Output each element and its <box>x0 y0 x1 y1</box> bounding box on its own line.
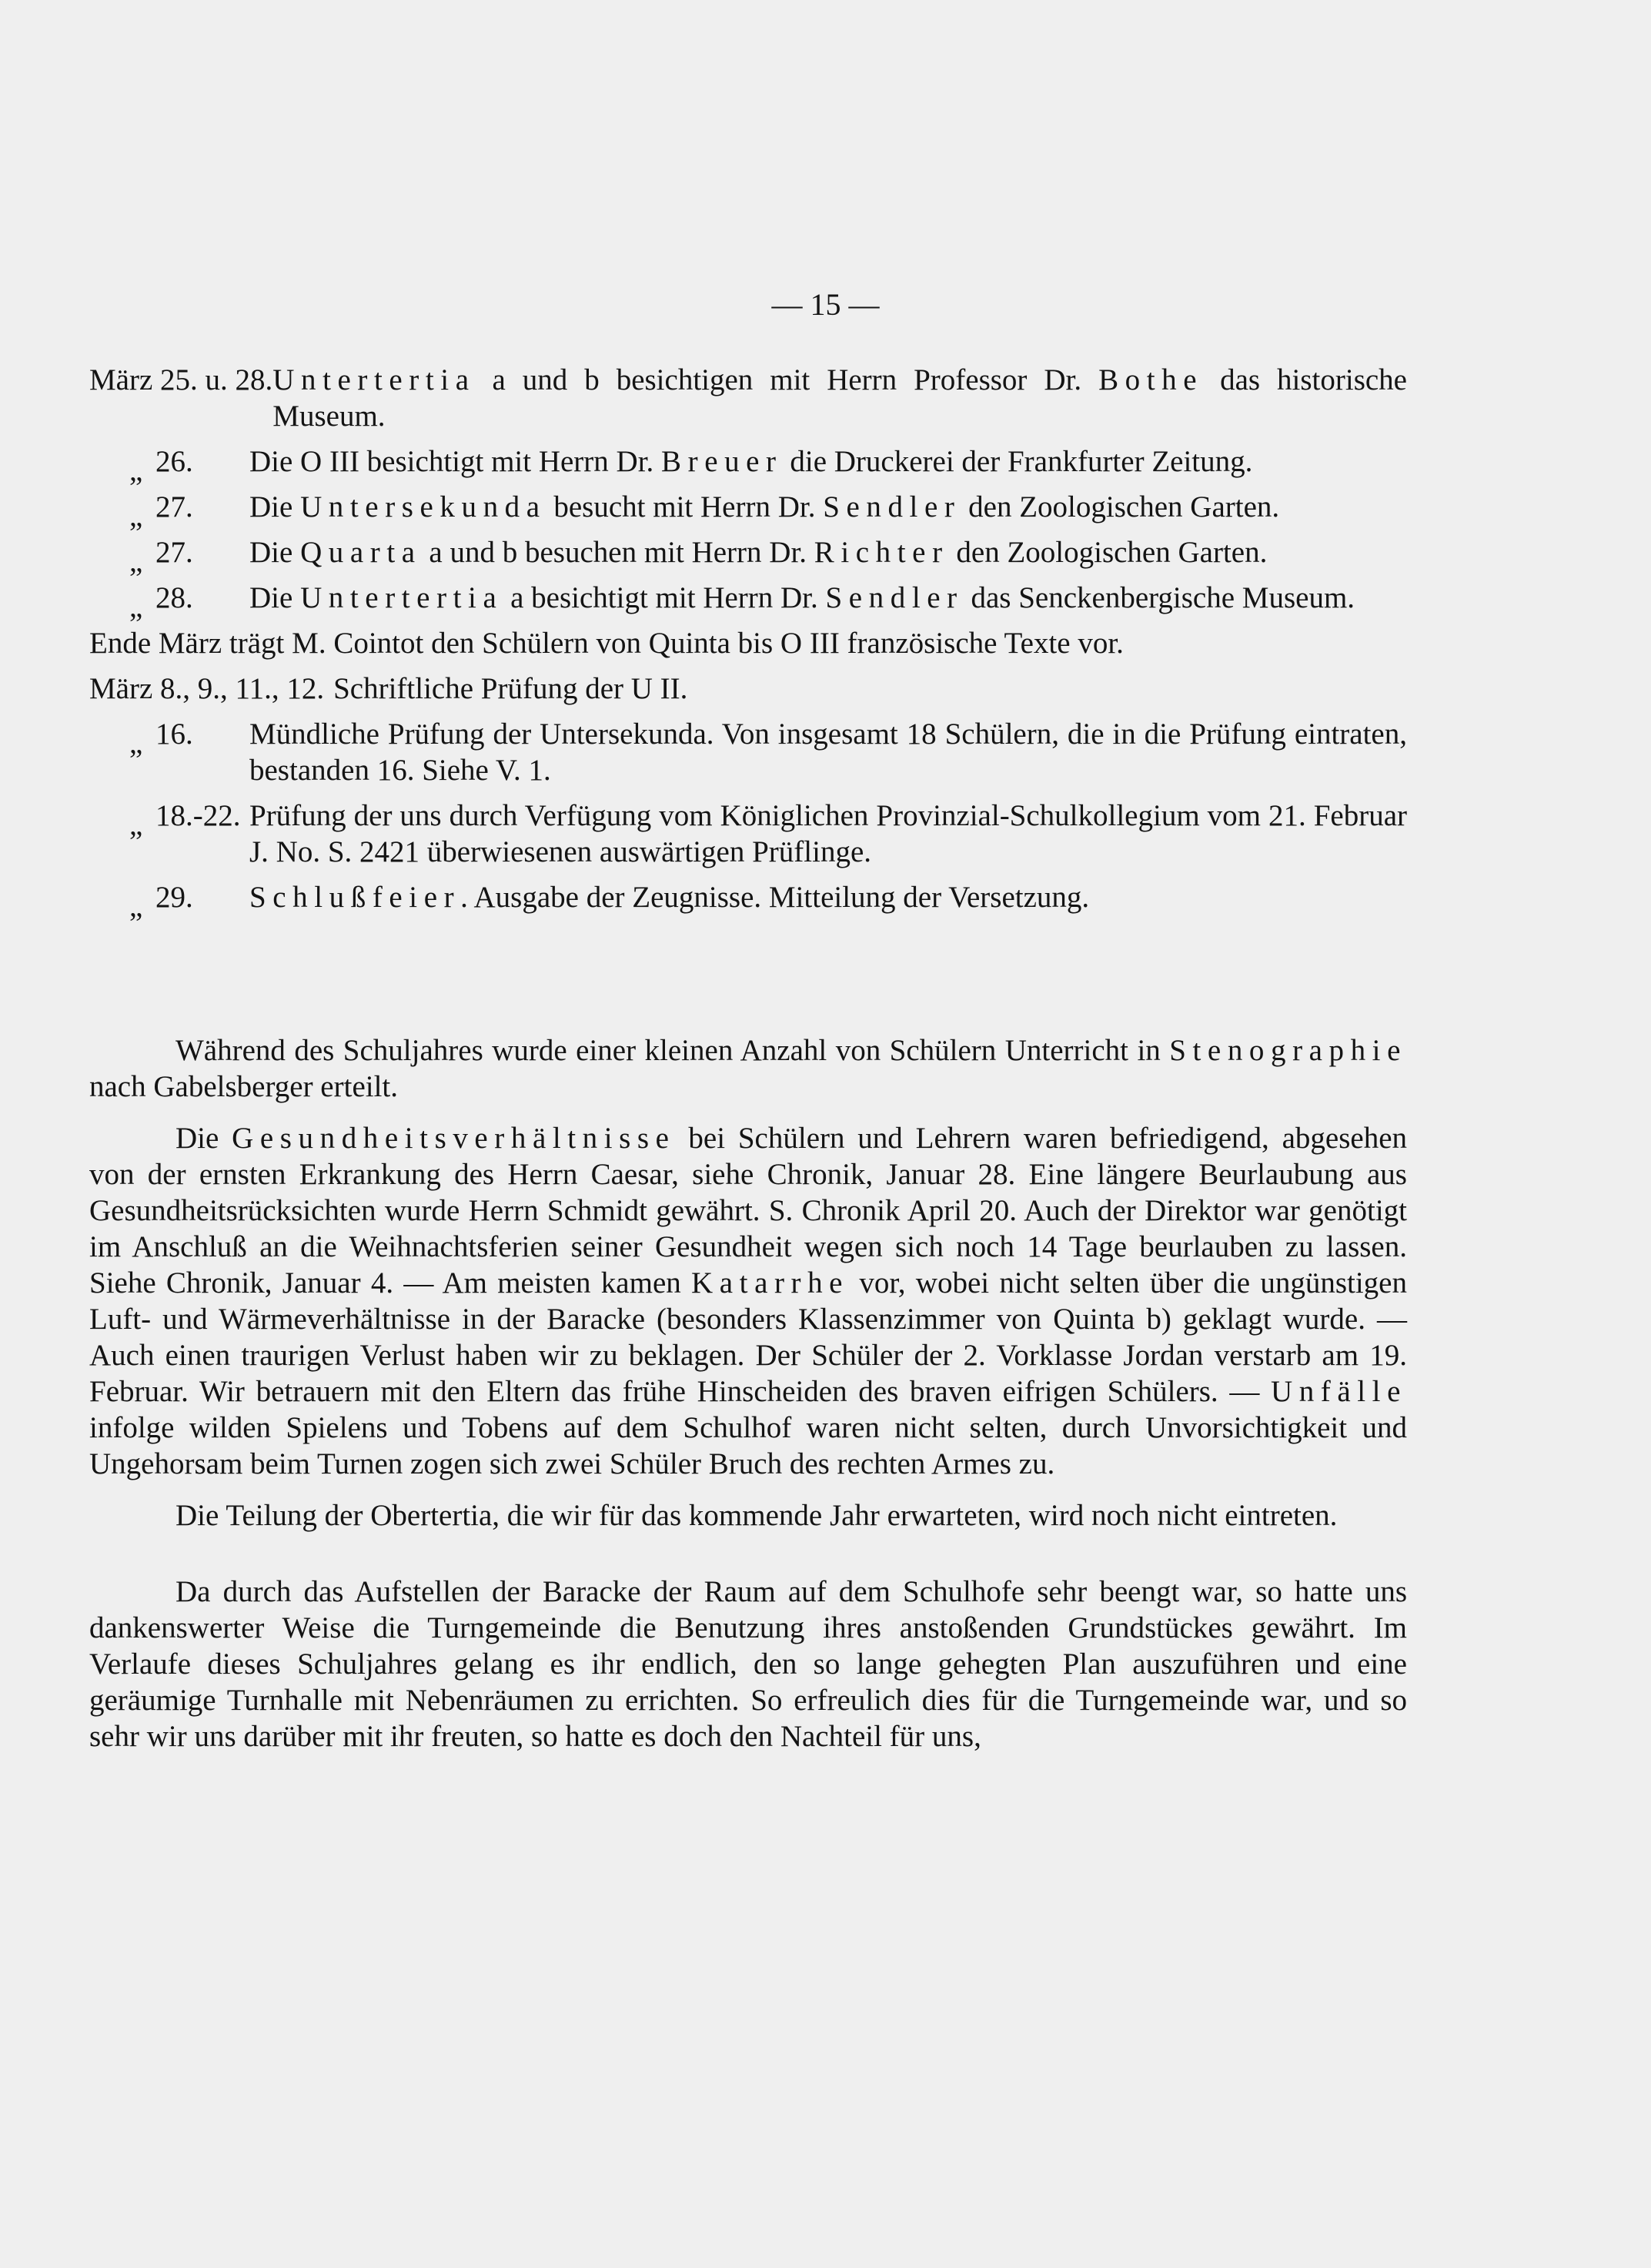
text-run: . Ausgabe der Zeugnisse. Mitteilung der Versetzung. <box>460 881 1090 914</box>
ditto-mark: „ <box>129 727 143 760</box>
spaced-term: Untertertia <box>300 581 503 614</box>
chronicle-entry <box>89 534 1407 578</box>
entry-date <box>89 716 249 788</box>
text-run: Mündliche Prüfung der Untersekunda. Von insgesamt 18 Schülern, die in die Prüfung eintraten, bestanden 16. Siehe V. 1. <box>249 718 1407 787</box>
text-run: a und b besichtigen mit Herrn Professor Dr. <box>475 363 1099 396</box>
ditto-mark: „ <box>129 890 143 923</box>
entry-day: 28. <box>155 581 193 614</box>
text-run: besucht mit Herrn Dr. <box>546 490 824 524</box>
text-run: nach Gabelsberger erteilt. <box>89 1070 399 1103</box>
entry-day: 26. <box>155 445 193 478</box>
entry-day: März 25. u. 28. <box>89 363 273 396</box>
spaced-term: Richter <box>814 536 949 569</box>
spaced-term: Stenographie <box>1169 1034 1407 1067</box>
chronicle-list-2 <box>89 716 1407 923</box>
entry-date <box>89 489 249 533</box>
text-run: den Zoologischen Garten. <box>961 490 1280 524</box>
entry-text <box>249 798 1407 870</box>
entry-date <box>89 798 249 870</box>
entry-text <box>249 879 1407 915</box>
entry-day: 29. <box>155 881 193 914</box>
ditto-mark: „ <box>129 454 143 487</box>
paragraph <box>89 1574 1407 1755</box>
chronicle-entry <box>89 716 1407 788</box>
chronicle-entry <box>89 798 1407 870</box>
paragraph <box>89 1497 1407 1534</box>
ditto-mark: „ <box>129 545 143 578</box>
text-run: Die Teilung der Obertertia, die wir für das kommende Jahr erwarteten, wird noch nicht eintreten. <box>175 1499 1338 1532</box>
text-run: Während des Schuljahres wurde einer kleinen Anzahl von Schülern Unterricht in <box>175 1034 1170 1067</box>
chronicle-entry <box>89 443 1407 487</box>
text-run: Die <box>249 581 301 614</box>
spaced-term: Untertertia <box>272 363 476 396</box>
entry-day: 16. <box>155 718 193 751</box>
text-run: Die O III besichtigt mit Herrn Dr. <box>249 445 662 478</box>
entry-day: 27. <box>155 536 193 569</box>
entry-date <box>89 879 249 923</box>
text-run: den Zoologischen Garten. <box>948 536 1268 569</box>
entry-date <box>89 534 249 578</box>
chronicle-entry <box>89 362 1407 434</box>
chronicle-entry <box>89 489 1407 533</box>
text-run: vor, wobei nicht selten über die ungünstigen Luft- und Wärmeverhältnisse in der Baracke (besonders Klassenzimmer von Quinta b) geklagt wurde. — Auch einen traurigen Verlust haben wir zu beklagen. Der Schüler der 2. Vorklasse Jordan verstarb am 19. Februar. Wir betrauern mit den Eltern das frühe Hinscheiden des braven eifrigen Schülers. — <box>89 1266 1407 1408</box>
text-run: Die <box>175 1122 232 1155</box>
spaced-term: Untersekunda <box>300 490 546 524</box>
text-run: Die <box>249 536 301 569</box>
ditto-mark: „ <box>129 808 143 841</box>
text-run: das Senckenbergische Museum. <box>963 581 1355 614</box>
spaced-term: Katarrhe <box>691 1266 850 1300</box>
chronicle-list <box>89 362 1407 624</box>
chronicle-entry <box>89 580 1407 624</box>
text-run: a besichtigt mit Herrn Dr. <box>503 581 826 614</box>
maerz-entry <box>89 671 1407 707</box>
text-run: Die <box>249 490 301 524</box>
page-number: — 15 — <box>771 287 880 322</box>
spaced-term: Breuer <box>661 445 783 478</box>
entry-text <box>249 443 1407 480</box>
spaced-term: Bothe <box>1098 363 1204 396</box>
spaced-term: Gesundheitsverhältnisse <box>232 1122 676 1155</box>
spaced-term: Schlußfeier <box>249 881 461 914</box>
entry-date: März 8., 9., 11., 12. <box>89 672 325 705</box>
spaced-term: Sendler <box>823 490 961 524</box>
ditto-mark: „ <box>129 590 143 624</box>
entry-text <box>249 489 1407 525</box>
spaced-term: Unfälle <box>1270 1375 1407 1408</box>
ditto-mark: „ <box>129 500 143 533</box>
text-run: a und b besuchen mit Herrn Dr. <box>421 536 814 569</box>
chronicle-entry <box>89 879 1407 923</box>
text-run: Da durch das Aufstellen der Baracke der Raum auf dem Schulhofe sehr beengt war, so hatte uns dankenswerter Weise die Turngemeinde die Benutzung ihres anstoßenden Grundstückes gewährt. Im Verlaufe dieses Schuljahres gelang es ihr endlich, den so lange gehegten Plan auszuführen und eine geräumige Turnhalle mit Nebenräumen zu errichten. So erfreulich dies für die Turngemeinde war, und so sehr wir uns darüber mit ihr freuten, so hatte es doch den Nachteil für uns, <box>89 1575 1407 1753</box>
text-run: das historische Museum. <box>272 363 1407 433</box>
text-run: die Druckerei der Frankfurter Zeitung. <box>782 445 1253 478</box>
entry-text <box>249 534 1407 570</box>
paragraph <box>89 1120 1407 1482</box>
entry-date <box>89 443 249 487</box>
text-run: infolge wilden Spielens und Tobens auf dem Schulhof waren nicht selten, durch Unvorsichtigkeit und Ungehorsam beim Turnen zogen sich zwei Schüler Bruch des rechten Armes zu. <box>89 1411 1407 1480</box>
entry-text <box>249 716 1407 788</box>
spaced-term: Quarta <box>300 536 422 569</box>
page-body <box>89 362 1407 1770</box>
ende-maerz-entry: Ende März trägt M. Cointot den Schülern von Quinta bis O III französische Texte vor. <box>89 627 1124 660</box>
body-paragraphs <box>89 1032 1407 1755</box>
paragraph <box>89 1032 1407 1105</box>
text-run: Prüfung der uns durch Verfügung vom Königlichen Provinzial-Schulkollegium vom 21. Februar J. No. S. 2421 überwiesenen auswärtigen Prüflinge. <box>249 799 1407 868</box>
entry-date <box>89 580 249 624</box>
entry-day: 27. <box>155 490 193 524</box>
entry-text <box>272 362 1407 434</box>
entry-text: Schriftliche Prüfung der U II. <box>333 672 688 705</box>
spaced-term: Sendler <box>825 581 964 614</box>
entry-date <box>89 362 272 434</box>
entry-day: 18.-22. <box>155 799 241 832</box>
text-run: bei Schülern und Lehrern waren befriedigend, abgesehen von der ernsten Erkrankung des Herrn Caesar, siehe Chronik, Januar 28. Eine längere Beurlaubung aus Gesundheitsrücksichten wurde Herrn Schmidt gewährt. S. Chronik April 20. Auch der Direktor war genötigt im Anschluß an die Weihnachtsferien seiner Gesundheit wegen sich noch 14 Tage beurlauben zu lassen. Siehe Chronik, Januar 4. — Am meisten kamen <box>89 1122 1408 1300</box>
entry-text <box>249 580 1407 616</box>
